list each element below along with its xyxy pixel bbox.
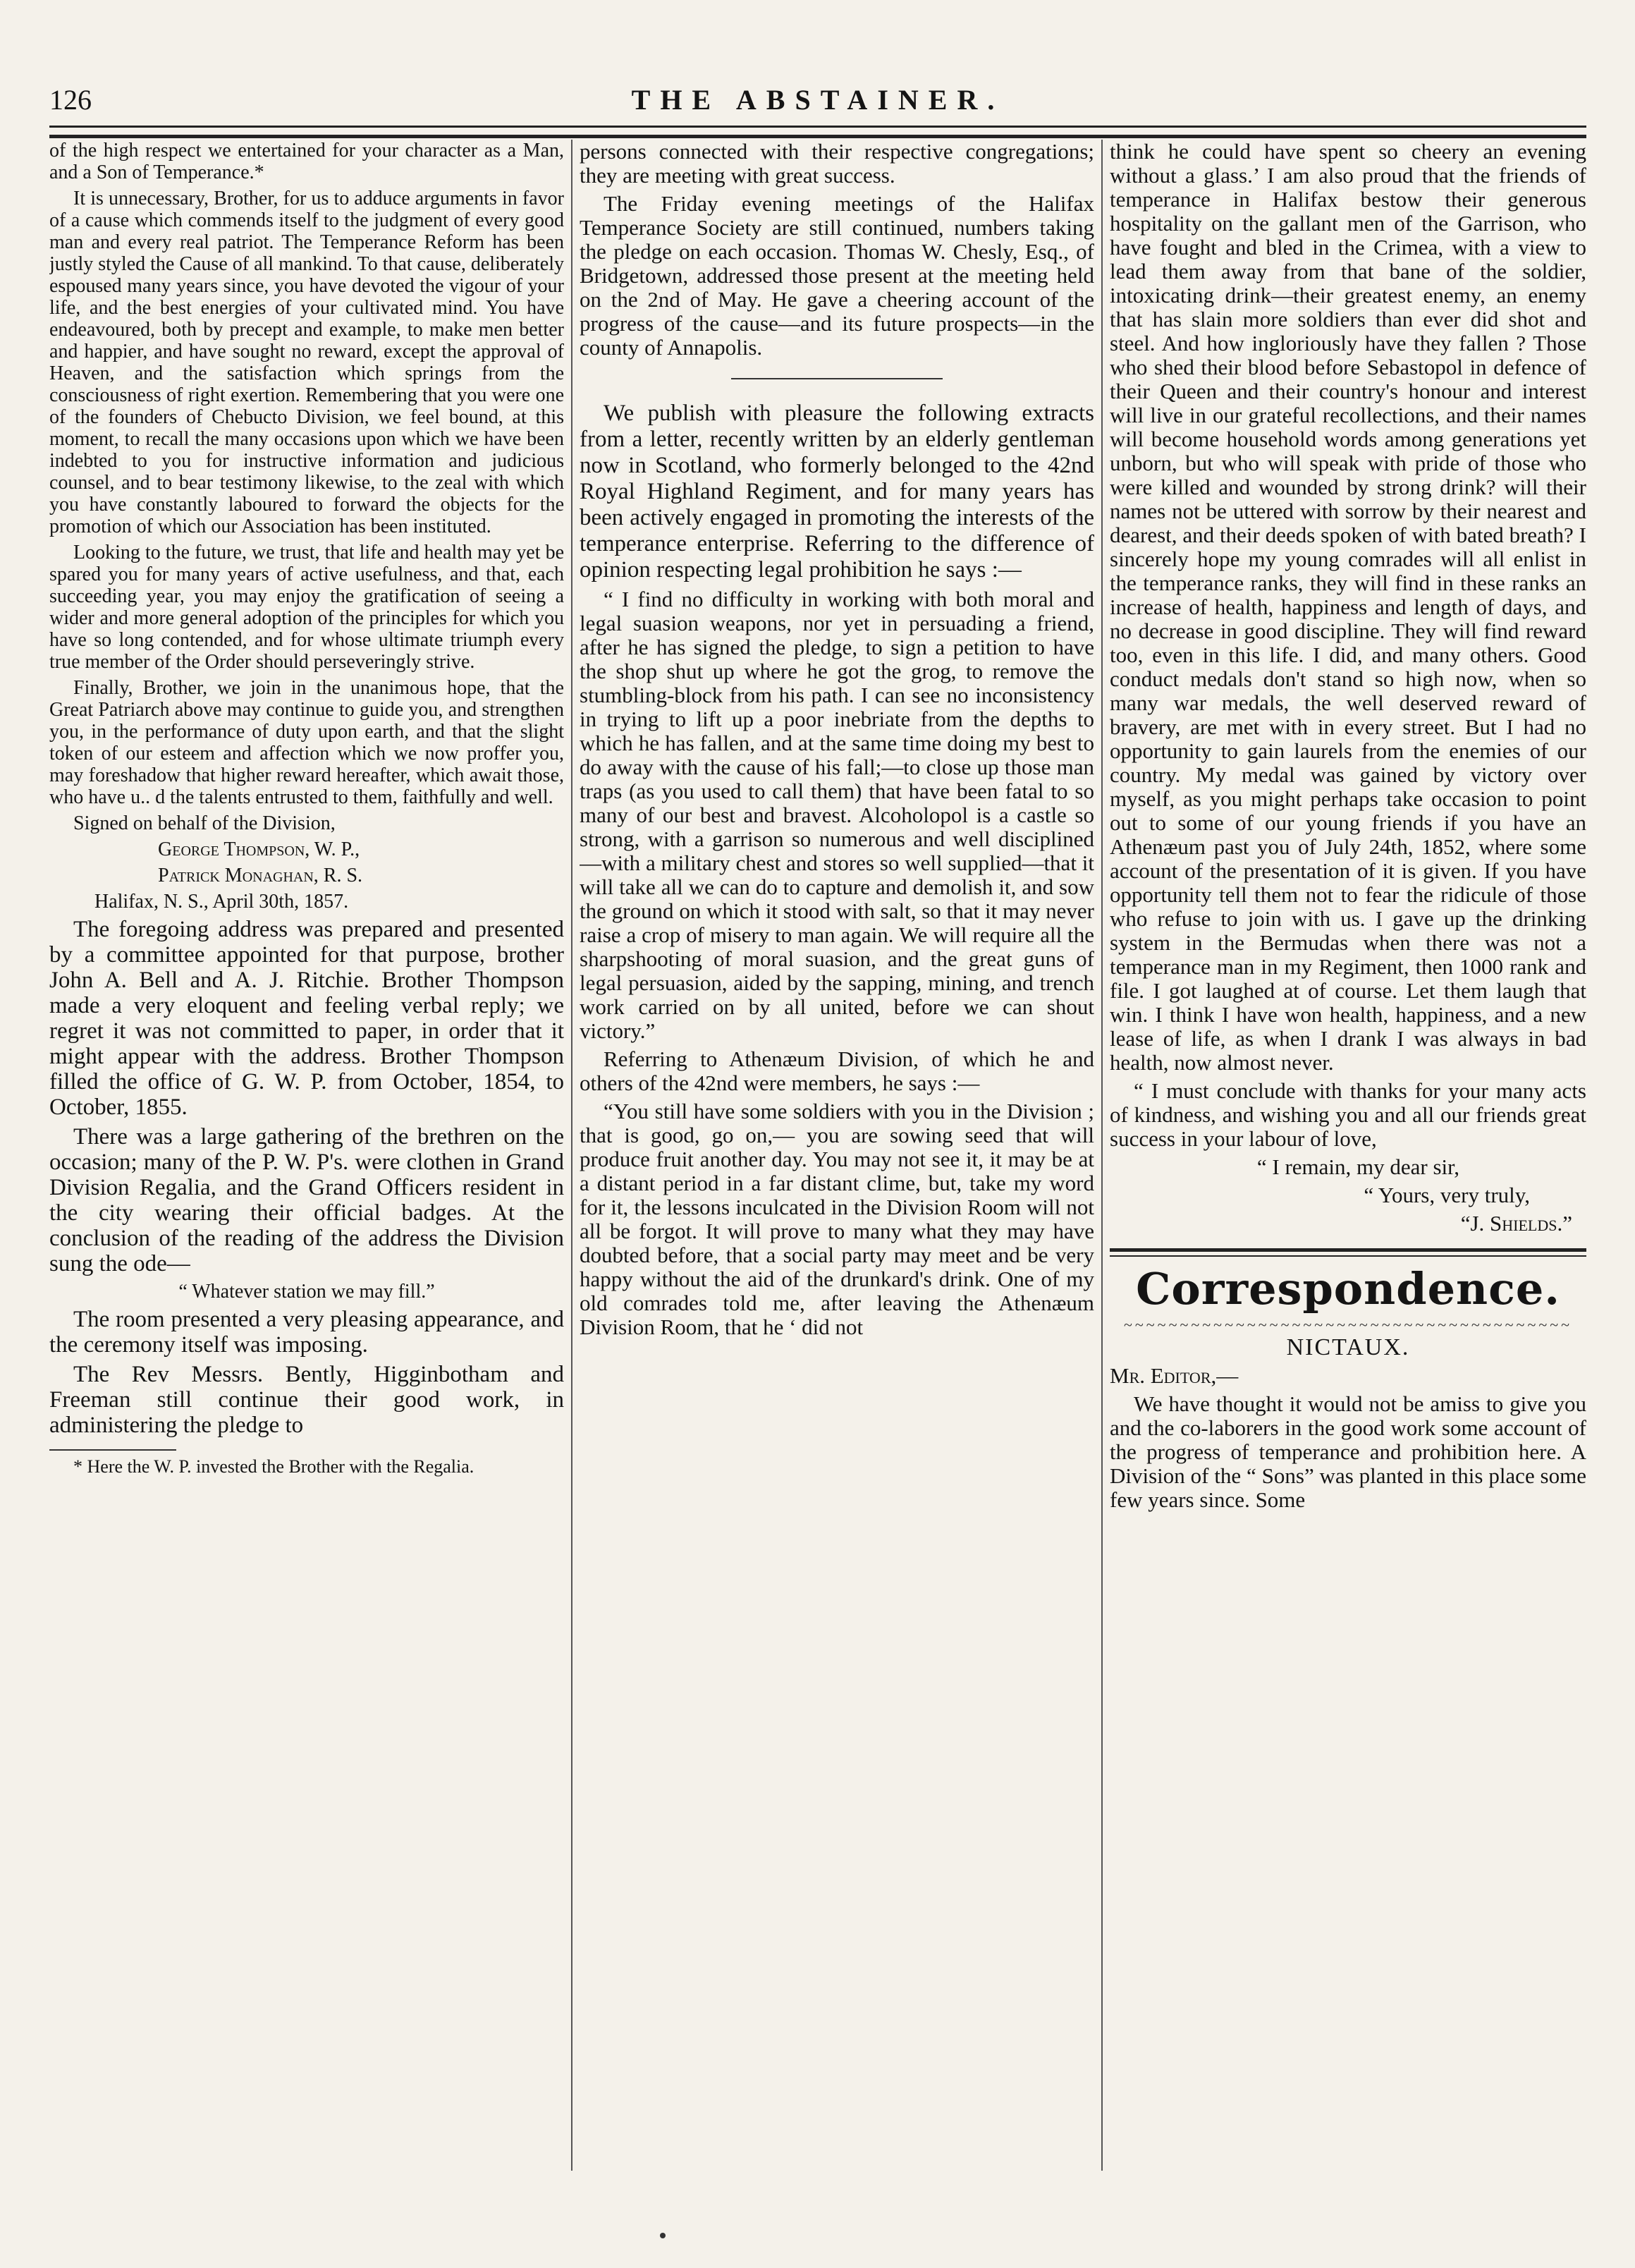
paragraph: There was a large gathering of the brethren on the occasion; many of the P. W. P's. were clothen in Grand Division Regalia, and the Grand Officers resident in the city wearing their official badges. At the conclusion of the reading of the address the Division sung the ode—	[49, 1124, 564, 1276]
signature-name: George Thompson, W. P.,	[158, 839, 360, 860]
paragraph: Looking to the future, we trust, that life and health may yet be spared you for many years of active usefulness, and that, each succeeding year, you may enjoy the gratification of seeing a wider and more general adoption of the principles for which you have so long contended, and for whose ultimate triumph every true member of the Order should perseveringly strive.	[49, 542, 564, 673]
section-divider	[1110, 1248, 1586, 1257]
paragraph: “ I find no difficulty in working with both moral and legal suasion weapons, nor yet in persuading a friend, after he has signed the pledge, to sign a petition to have the shop shut up where he got the grog, to remove the stumbling-block from his path. I can see no inconsistency in trying to lift up a poor inebriate from the depths to which he has fallen, and at the same time doing my best to do away with the cause of his fall;—to close up those man traps (as you used to call them) that have been fatal to so many of our best and bravest. Alcoholopol is a castle so strong, with a garrison so numerous and well disciplined—with a military chest and stores so well supplied—that it will take all we can do to capture and demolish it, and sow the ground on which it stood with salt, so that it may never raise a crop of misery to man again. We will require all the sharpshooting of moral suasion, and the great guns of legal persuasion, aided by the sapping, mining, and trench work carried on by all united, before we can shout victory.”	[580, 587, 1094, 1043]
letter-signature: “J. Shields.”	[1460, 1211, 1572, 1236]
footnote: * Here the W. P. invested the Brother with the Regalia.	[73, 1456, 474, 1477]
column-3	[1110, 140, 1586, 2199]
paragraph: Finally, Brother, we join in the unanimous hope, that the Great Patriarch above may continue to guide you, and strengthen you, in the performance of duty upon earth, and that the slight token of our esteem and affection which we now proffer you, may foreshadow that higher reward hereafter, which await those, who have u.. d the talents entrusted to them, faithfully and well.	[49, 677, 564, 808]
running-title: THE ABSTAINER.	[631, 84, 1005, 116]
paragraph: We publish with pleasure the following extracts from a letter, recently written by an elderly gentleman now in Scotland, who formerly belonged to the 42nd Royal Highland Regiment, and for many years has been actively engaged in promoting the interests of the temperance enterprise. Referring to the difference of opinion respecting legal prohibition he says :—	[580, 401, 1094, 583]
section-rule	[731, 378, 943, 379]
paragraph: We have thought it would not be amiss to give you and the co-laborers in the good work some account of the progress of temperance and prohibition here. A Division of the “ Sons” was planted in this place some few years since. Some	[1110, 1391, 1586, 1512]
closing-line: “ Yours, very truly,	[1364, 1183, 1530, 1207]
ornamental-rule: ~~~~~~~~~~~~~~~~~~~~~~~~~~~~~~~~~~~~~~~~	[1123, 1317, 1573, 1333]
closing-line: “ I remain, my dear sir,	[1256, 1154, 1459, 1179]
signature-place-date: Halifax, N. S., April 30th, 1857.	[94, 891, 349, 913]
signature-line: Signed on behalf of the Division,	[73, 812, 336, 834]
paragraph: The room presented a very pleasing appearance, and the ceremony itself was imposing.	[49, 1307, 564, 1358]
column-divider	[571, 140, 572, 2171]
paragraph: The Rev Messrs. Bently, Higginbotham and Freeman still continue their good work, in administering the pledge to	[49, 1362, 564, 1438]
paragraph: “You still have some soldiers with you in the Division ; that is good, go on,— you are sowing seed that will produce fruit another day. You may not see it, it may be at a distant period in a far distant clime, but, take my word for it, the lessons inculcated in the Division Room will not all be forgot. It will prove to many what they may have doubted before, that a social party may meet and be very happy without the aid of the drunkard's drink. One of my old comrades told me, after leaving the Athenæum Division Room, that he ‘ did not	[580, 1099, 1094, 1339]
salutation: Mr. Editor,—	[1110, 1363, 1239, 1388]
page-number: 126	[49, 84, 92, 116]
page-mark	[660, 2233, 666, 2238]
column-2	[580, 140, 1094, 2199]
paragraph: Referring to Athenæum Division, of which he and others of the 42nd were members, he says :—	[580, 1047, 1094, 1095]
column-divider	[1101, 140, 1103, 2171]
header-rule	[49, 126, 1586, 138]
place-heading: NICTAUX.	[1286, 1334, 1410, 1360]
signature-name: Patrick Monaghan, R. S.	[158, 865, 363, 886]
paragraph: The foregoing address was prepared and presented by a committee appointed for that purpose, brother John A. Bell and A. J. Ritchie. Brother Thompson made a very eloquent and feeling verbal reply; we regret it was not committed to paper, in order that it might appear with the address. Brother Thompson filled the office of G. W. P. from October, 1854, to October, 1855.	[49, 917, 564, 1120]
paragraph: It is unnecessary, Brother, for us to adduce arguments in favor of a cause which commends itself to the judgment of every good man and every real patriot. The Temperance Reform has been justly styled the Cause of all mankind. To that cause, deliberately espoused many years since, you have devoted the vigour of your life, and the best energies of your cultivated mind. You have endeavoured, both by precept and example, to make men better and happier, and have sought no reward, except the approval of Heaven, and the satisfaction which springs from the consciousness of right exertion. Remembering that you were one of the founders of Chebucto Division, we feel bound, at this moment, to recall the many occasions upon which we have been indebted to you for instructive information and judicious counsel, and to bear testimony likewise, to the zeal with which you have constantly laboured to forward the objects for the promotion of which our Association has been instituted.	[49, 188, 564, 537]
footnote-rule	[49, 1449, 176, 1451]
paragraph: The Friday evening meetings of the Halifax Temperance Society are still continued, numbers taking the pledge on each occasion. Thomas W. Chesly, Esq., of Bridgetown, addressed those present at the meeting held on the 2nd of May. He gave a cheering account of the progress of the cause—and its future prospects—in the county of Annapolis.	[580, 191, 1094, 360]
paragraph: “ I must conclude with thanks for your many acts of kindness, and wishing you and all our friends great success in your labour of love,	[1110, 1078, 1586, 1151]
paragraph: think he could have spent so cheery an evening without a glass.’ I am also proud that the friends of temperance in Halifax bestow their generous hospitality on the gallant men of the Garrison, who have fought and bled in the Crimea, with a view to lead them away from that bane of the soldier, intoxicating drink—their greatest enemy, an enemy that has slain more soldiers than ever did shot and steel. And how ingloriously have they fallen ? Those who shed their blood before Sebastopol in defence of their Queen and their country's honour and interest will live in our grateful recollections, and their names will become household words among generations yet unborn, but who will speak with pride of those who were killed and wounded by strong drink? will their names not be uttered with sorrow by their nearest and dearest, and their deeds spoken of with bated breath? I sincerely hope my young comrades will all enlist in the temperance ranks, they will find in these ranks an increase of health, happiness and length of days, and no decrease in good discipline. They will find reward too, even in this life. I did, and many others. Good conduct medals don't stand so high now, when so many war medals, the well deserved reward of bravery, are met with in every street. But I had no opportunity to gain laurels from the enemies of our country. My medal was gained by victory over myself, as you might perhaps take occasion to point out to some of our young friends if you have an Athenæum past you of July 24th, 1852, where some account of the presentation of it is given. If you have opportunity tell them not to fear the ridicule of those who refuse to join with us. I gave up the drinking system in the Bermudas when there was not a temperance man in my Regiment, then 1000 rank and file. I got laughed at of course. Let them laugh that win. I think I have won health, happiness, and a new lease of life, as when I drank I was always in bad health, now almost never.	[1110, 140, 1586, 1075]
section-heading: Correspondence.	[1136, 1263, 1560, 1315]
paragraph: persons connected with their respective congregations; they are meeting with great success.	[580, 140, 1094, 188]
page-header	[49, 83, 1586, 126]
paragraph: of the high respect we entertained for your character as a Man, and a Son of Temperance.*	[49, 140, 564, 183]
column-1	[49, 140, 564, 2199]
ode-title: “ Whatever station we may fill.”	[178, 1281, 435, 1303]
